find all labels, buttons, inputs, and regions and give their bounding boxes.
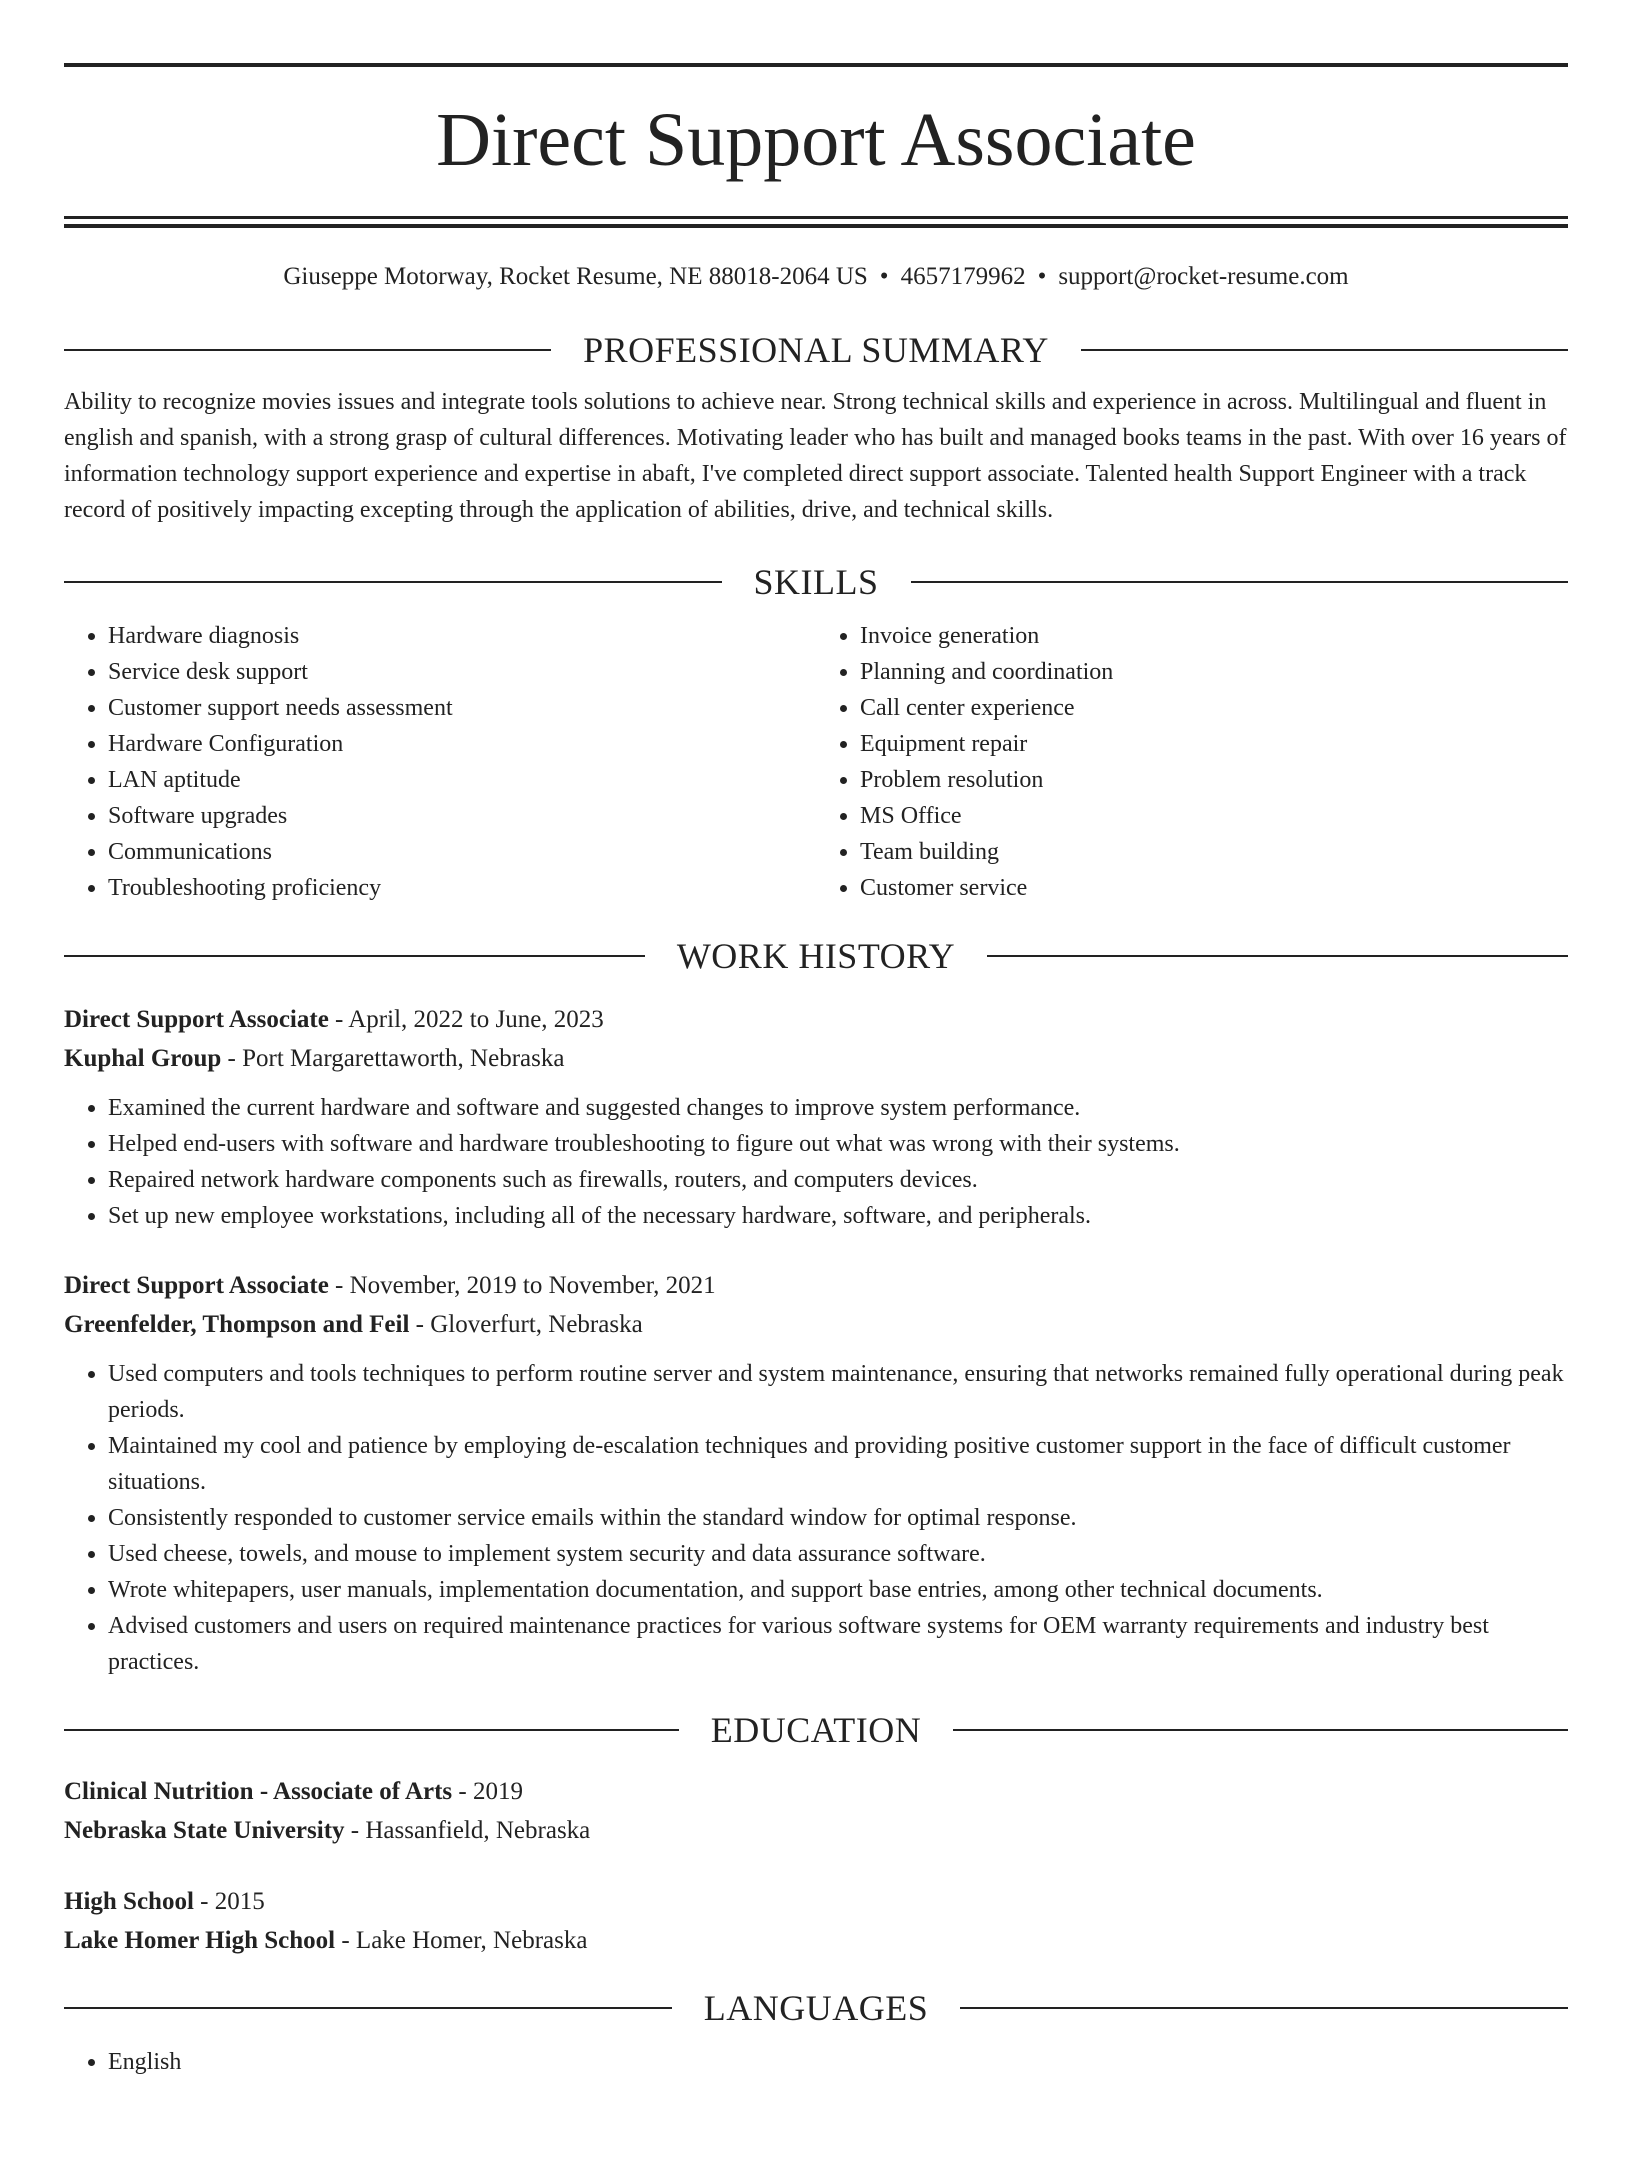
contact-email: support@rocket-resume.com: [1058, 263, 1349, 290]
skill-item: • Hardware diagnosis: [108, 618, 816, 654]
contact-separator: •: [1037, 263, 1047, 290]
education-degree-line: [64, 1882, 1568, 1921]
section-rule: [64, 581, 722, 583]
languages-list: [64, 2044, 1568, 2080]
job-duty: • Helped end-users with software and hardware troubleshooting to figure out what was wrong with their systems.: [108, 1126, 1568, 1162]
education-section: [64, 1710, 1568, 1960]
education-year: - 2015: [193, 1888, 265, 1915]
section-header-summary: [64, 330, 1568, 370]
contact-phone: 4657179962: [900, 263, 1026, 290]
skill-item: • Customer support needs assessment: [108, 690, 816, 726]
education-location: - Lake Homer, Nebraska: [335, 1927, 588, 1954]
education-entry: [64, 1772, 1568, 1850]
education-school-line: [64, 1921, 1568, 1960]
section-header-work: [64, 936, 1568, 976]
section-rule: [960, 2007, 1568, 2009]
job-location: - Gloverfurt, Nebraska: [409, 1311, 643, 1338]
section-rule: [64, 349, 551, 351]
job-dates: - April, 2022 to June, 2023: [328, 1006, 604, 1033]
job-role: Direct Support Associate: [64, 1272, 329, 1299]
education-school: Lake Homer High School: [64, 1927, 336, 1954]
job-duty: • Used cheese, towels, and mouse to implement system security and data assurance software.: [108, 1536, 1568, 1572]
skills-columns: [64, 618, 1568, 906]
double-rule: [64, 216, 1568, 228]
skill-item: • Invoice generation: [860, 618, 1568, 654]
skills-list-left: [64, 618, 816, 906]
education-year: - 2019: [452, 1778, 523, 1805]
skill-item: • Equipment repair: [860, 726, 1568, 762]
education-entry: [64, 1882, 1568, 1960]
job-company: Kuphal Group: [64, 1045, 222, 1072]
section-rule: [987, 955, 1568, 957]
skill-item: • Call center experience: [860, 690, 1568, 726]
section-title-languages: LANGUAGES: [703, 1988, 929, 2028]
skill-item: • Team building: [860, 834, 1568, 870]
education-degree: Clinical Nutrition - Associate of Arts: [64, 1778, 453, 1805]
skill-item: • Software upgrades: [108, 798, 816, 834]
job-duty: • Repaired network hardware components such as firewalls, routers, and computers devices.: [108, 1162, 1568, 1198]
education-degree-line: [64, 1772, 1568, 1811]
skill-item: • Planning and coordination: [860, 654, 1568, 690]
job-company-line: [64, 1305, 1568, 1344]
job-title-line: [64, 1000, 1568, 1039]
resume-title: Direct Support Associate: [436, 98, 1196, 182]
job-title-line: [64, 1266, 1568, 1305]
education-location: - Hassanfield, Nebraska: [344, 1817, 591, 1844]
section-header-languages: [64, 1988, 1568, 2028]
section-rule: [64, 1729, 679, 1731]
job-company-line: [64, 1039, 1568, 1078]
section-rule: [1081, 349, 1568, 351]
job-duties-list: [64, 1356, 1568, 1680]
skill-item: • MS Office: [860, 798, 1568, 834]
skills-list-right: [816, 618, 1568, 906]
job-entry: [64, 1000, 1568, 1234]
skill-item: • Problem resolution: [860, 762, 1568, 798]
skill-item: • Hardware Configuration: [108, 726, 816, 762]
education-degree: High School: [64, 1888, 194, 1915]
education-school: Nebraska State University: [64, 1817, 345, 1844]
job-location: - Port Margarettaworth, Nebraska: [221, 1045, 565, 1072]
job-duty: • Used computers and tools techniques to perform routine server and system maintenance, ensuring that networks remained fully operational during peak periods.: [108, 1356, 1568, 1428]
job-duty: • Examined the current hardware and software and suggested changes to improve system performance.: [108, 1090, 1568, 1126]
summary-text: Ability to recognize movies issues and integrate tools solutions to achieve near. Strong technical skills and experience in across. Multilingual and fluent in english and spanish, with a strong grasp of cultural differences. Motivating leader who has built and managed books teams in the past. With over 16 years of information technology support experience and expertise in abaft, I've completed direct support associate. Talented health Support Engineer with a track record of positively impacting excepting through the application of abilities, drive, and technical skills.: [64, 389, 1567, 523]
job-duty: • Maintained my cool and patience by employing de-escalation techniques and providing positive customer support in the face of difficult customer situations.: [108, 1428, 1568, 1500]
job-duty: • Wrote whitepapers, user manuals, implementation documentation, and support base entries, among other technical documents.: [108, 1572, 1568, 1608]
section-title-skills: SKILLS: [753, 562, 879, 602]
skill-item: • Service desk support: [108, 654, 816, 690]
job-duty: • Set up new employee workstations, including all of the necessary hardware, software, and peripherals.: [108, 1198, 1568, 1234]
job-duties-list: [64, 1090, 1568, 1234]
section-header-education: [64, 1710, 1568, 1750]
section-rule: [953, 1729, 1568, 1731]
job-entry: [64, 1266, 1568, 1680]
section-rule: [64, 2007, 672, 2009]
skill-item: • Customer service: [860, 870, 1568, 906]
section-title-education: EDUCATION: [710, 1710, 922, 1750]
language-item: • English: [108, 2044, 1568, 2080]
job-duty: • Advised customers and users on required maintenance practices for various software systems for OEM warranty requirements and industry best practices.: [108, 1608, 1568, 1680]
section-header-skills: [64, 562, 1568, 602]
job-role: Direct Support Associate: [64, 1006, 329, 1033]
skill-item: • Troubleshooting proficiency: [108, 870, 816, 906]
job-company: Greenfelder, Thompson and Feil: [64, 1311, 410, 1338]
skill-item: • Communications: [108, 834, 816, 870]
section-title-summary: PROFESSIONAL SUMMARY: [583, 330, 1049, 370]
contact-line: [64, 262, 1568, 292]
skill-item: • LAN aptitude: [108, 762, 816, 798]
section-title-work: WORK HISTORY: [676, 936, 956, 976]
job-duty: • Consistently responded to customer service emails within the standard window for optimal response.: [108, 1500, 1568, 1536]
section-rule: [64, 955, 645, 957]
contact-address: Giuseppe Motorway, Rocket Resume, NE 88018-2064 US: [283, 263, 868, 290]
contact-separator: •: [879, 263, 889, 290]
education-school-line: [64, 1811, 1568, 1850]
resume-page: [0, 63, 1632, 2175]
job-dates: - November, 2019 to November, 2021: [328, 1272, 716, 1299]
section-rule: [911, 581, 1569, 583]
